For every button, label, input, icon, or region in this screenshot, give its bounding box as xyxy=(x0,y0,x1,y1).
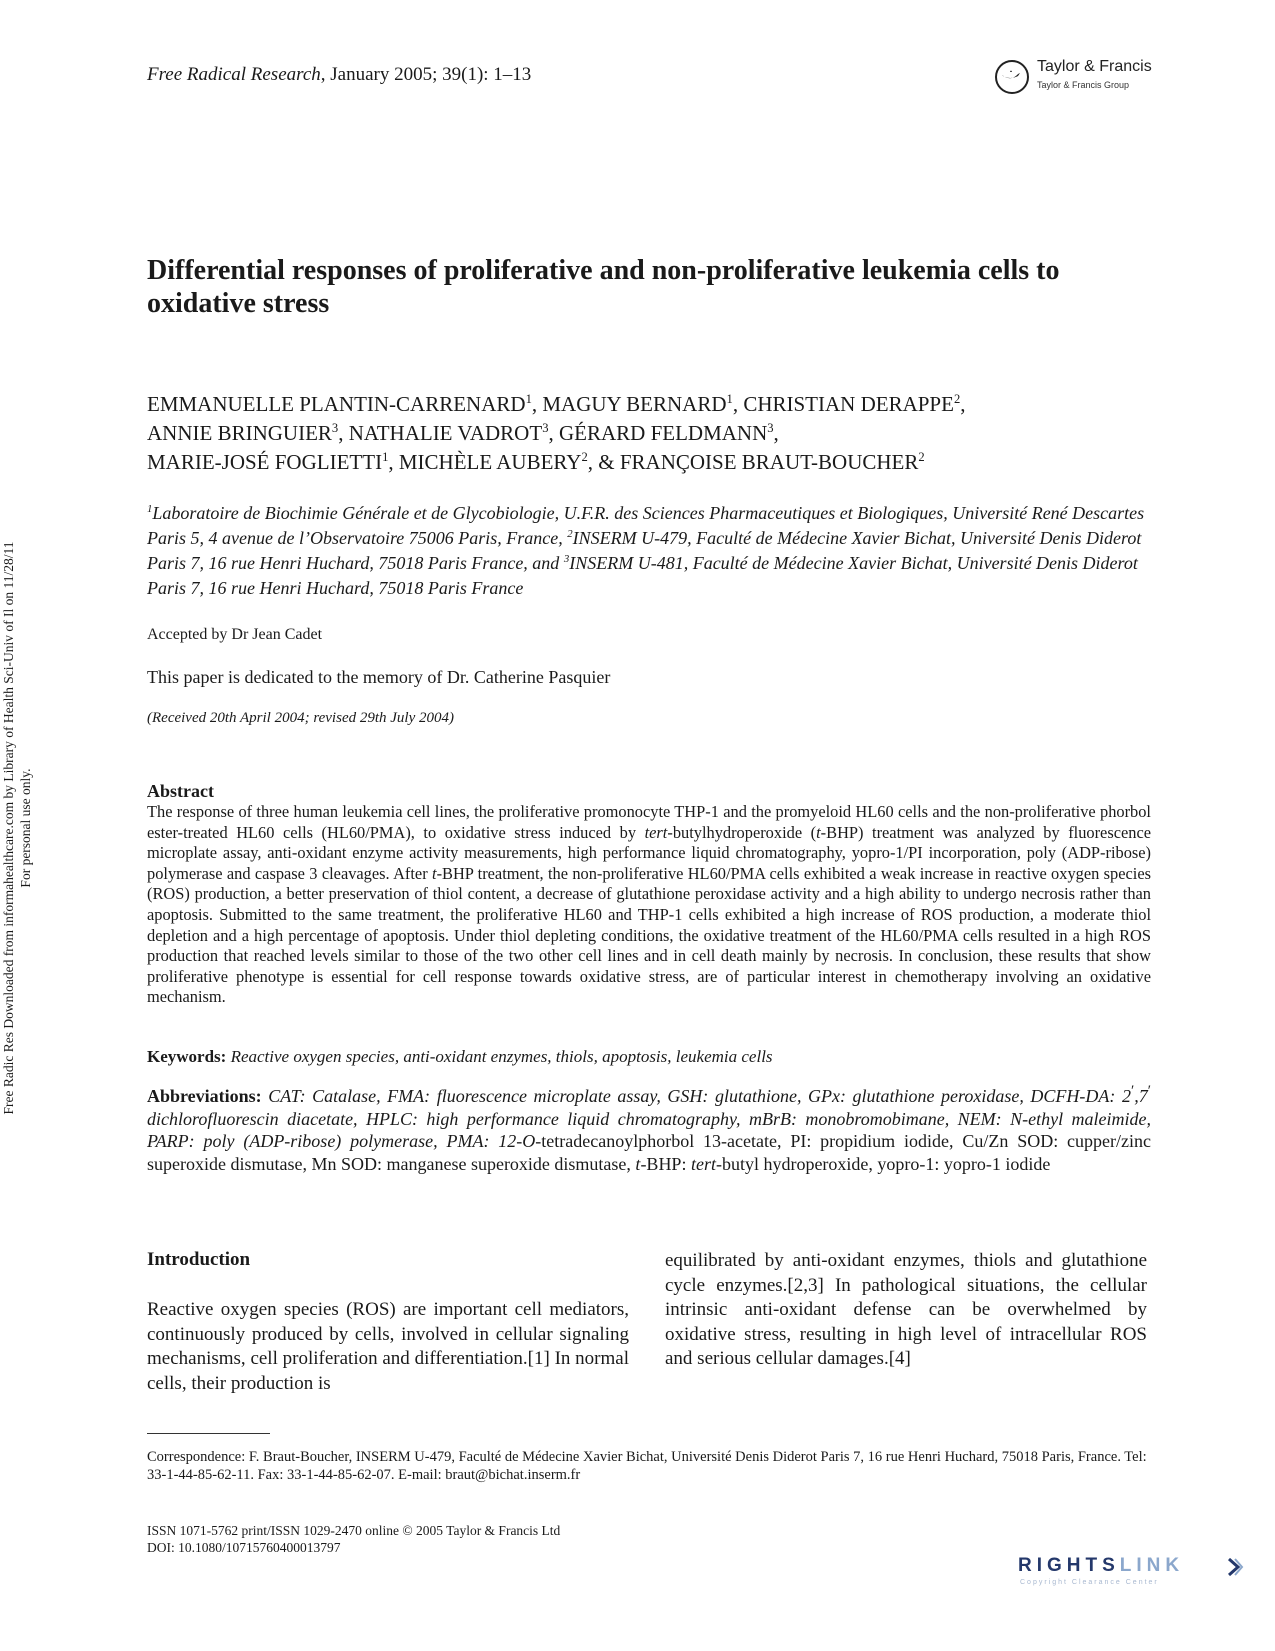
abstract-italic: t xyxy=(816,822,821,842)
received-dates: (Received 20th April 2004; revised 29th July 2004) xyxy=(147,710,454,726)
affil-mark: 2 xyxy=(567,528,573,540)
author: CHRISTIAN DERAPPE xyxy=(743,392,954,416)
introduction-left-column: Reactive oxygen species (ROS) are important cell mediators, continuously produced by cells, involved in cellular signaling mechanisms, cell proliferation and differentiation.[1] In normal cells, their production is xyxy=(147,1299,629,1394)
author-separator: , xyxy=(773,421,779,445)
author-affil-mark: 3 xyxy=(767,421,774,435)
abbreviations-text: -butyl hydroperoxide, yopro-1: yopro-1 iodide xyxy=(715,1153,1051,1174)
abstract-italic: t xyxy=(432,863,437,883)
abstract-body xyxy=(147,802,1151,1008)
download-sidebar xyxy=(0,478,34,1178)
publisher-name: Taylor & Francis xyxy=(1037,58,1152,75)
abbreviations-text: dichlorofluorescin diacetate, HPLC: high performance liquid chromatography, mBrB: monobromobimane, NEM: N-ethyl maleimide, PARP: poly (ADP-ribose) polymerase, PMA: 12-O- xyxy=(147,1108,1151,1152)
author: NATHALIE VADROT xyxy=(348,421,543,445)
author-separator: , xyxy=(548,421,559,445)
correspondence-footnote: Correspondence: F. Braut-Boucher, INSERM U-479, Faculté de Médecine Xavier Bichat, Université Denis Diderot Paris 7, 16 rue Henri Huchard, 75018 Paris, France. Tel: 33-1-44-85-62-11. Fax: 33-1-44-85-62-07. E-mail: braut@bichat.inserm.fr xyxy=(147,1449,1147,1483)
author-separator: , xyxy=(388,450,399,474)
rightslink-link: LINK xyxy=(1119,1555,1185,1576)
accepted-by: Accepted by Dr Jean Cadet xyxy=(147,626,323,643)
affiliation-1: Laboratoire de Biochimie Générale et de Glycobiologie, U.F.R. des Sciences Pharmaceutiques et Biologiques, Université René Descartes Paris 5, 4 avenue de l’Observatoire 75006 Paris, France, xyxy=(147,503,1145,548)
author-separator: , & xyxy=(587,450,620,474)
introduction-heading: Introduction xyxy=(147,1249,251,1270)
author-separator: , xyxy=(531,392,543,416)
prime-mark: ′ xyxy=(1147,1083,1152,1099)
author: EMMANUELLE PLANTIN-CARRENARD xyxy=(147,392,526,416)
author: MAGUY BERNARD xyxy=(542,392,727,416)
author: FRANÇOISE BRAUT-BOUCHER xyxy=(619,450,919,474)
rightslink-tagline: Copyright Clearance Center xyxy=(1020,1579,1159,1586)
abstract-italic: tert xyxy=(644,822,668,842)
abstract-text: -BHP) treatment was analyzed by fluorescence microplate assay, anti-oxidant enzyme activity measurements, high performance liquid chromatography, yopro-1/PI incorporation, poly (ADP-ribose) polymerase and caspase 3 cleavages. After xyxy=(147,822,1152,883)
abbreviations-italic: t xyxy=(635,1153,641,1174)
prime-mark: ′ xyxy=(1130,1083,1135,1099)
personal-use-notice: For personal use only. xyxy=(18,768,33,888)
affil-mark: 3 xyxy=(563,553,570,565)
author-list xyxy=(147,390,1157,477)
rightslink-wordmark xyxy=(1018,1555,1184,1577)
issn-doi xyxy=(147,1522,560,1556)
author: GÉRARD FELDMANN xyxy=(558,421,768,445)
abbreviations-text: ,7 xyxy=(1134,1086,1148,1106)
author-separator: , xyxy=(960,392,966,416)
abstract-heading: Abstract xyxy=(147,781,214,801)
introduction-right-column: equilibrated by anti-oxidant enzymes, thiols and glutathione cycle enzymes.[2,3] In pathological situations, the cellular intrinsic anti-oxidant defense can be overwhelmed by oxidative stress, resulting in high level of intracellular ROS and serious cellular damages.[4] xyxy=(665,1250,1147,1369)
author-affil-mark: 3 xyxy=(331,421,339,435)
author-affil-mark: 2 xyxy=(918,450,925,464)
journal-citation xyxy=(147,64,531,86)
publisher-logo xyxy=(995,56,1165,96)
author: MICHÈLE AUBERY xyxy=(398,450,582,474)
issn-line: ISSN 1071-5762 print/ISSN 1029-2470 online © 2005 Taylor & Francis Ltd xyxy=(147,1523,561,1538)
download-notice: Free Radic Res Downloaded from informahealthcare.com by Library of Health Sci-Univ of Il on 11/28/11 xyxy=(1,541,16,1115)
abbreviations-text: CAT: Catalase, FMA: fluorescence microplate assay, GSH: glutathione, GPx: glutathione peroxidase, DCFH-DA: 2 xyxy=(268,1086,1131,1106)
author-separator: , xyxy=(732,392,744,416)
author-affil-mark: 2 xyxy=(581,450,588,464)
author-separator: , xyxy=(338,421,349,445)
author: ANNIE BRINGUIER xyxy=(147,421,332,445)
rightslink-logo[interactable] xyxy=(1018,1555,1248,1591)
author-affil-mark: 1 xyxy=(382,450,389,464)
dedication: This paper is dedicated to the memory of Dr. Catherine Pasquier xyxy=(147,667,611,687)
abbreviations-italic: tert xyxy=(690,1153,716,1174)
author-affil-mark: 1 xyxy=(726,392,733,406)
abbreviations xyxy=(147,1080,1151,1175)
affil-mark: 1 xyxy=(147,503,153,515)
journal-name: Free Radical Research xyxy=(147,64,321,85)
keywords-text: Reactive oxygen species, anti-oxidant enzymes, thiols, apoptosis, leukemia cells xyxy=(230,1047,773,1066)
affiliation-3: INSERM U-481, Faculté de Médecine Xavier Bichat, Université Denis Diderot Paris 7, 16 rue Henri Huchard, 75018 Paris France xyxy=(147,553,1138,598)
abbreviations-text: -BHP: xyxy=(640,1153,691,1174)
affiliations xyxy=(147,501,1147,601)
author-affil-mark: 2 xyxy=(953,392,961,406)
doi-line: DOI: 10.1080/10715760400013797 xyxy=(147,1540,341,1555)
keywords xyxy=(147,1047,1151,1067)
abstract-text: -BHP treatment, the non-proliferative HL60/PMA cells exhibited a weak increase in reactive oxygen species (ROS) production, a better preservation of thiol content, a decrease of glutathione peroxidase activity and a high ability to undergo necrosis rather than apoptosis. Submitted to the same treatment, the proliferative HL60 and THP-1 cells exhibited a high increase of ROS production, a moderate thiol depletion and a high percentage of apoptosis. Under thiol depleting conditions, the oxidative treatment of the HL60/PMA cells resulted in a high ROS production that reached levels similar to those of the two other cell lines and in cell death mainly by necrosis. In conclusion, these results that show proliferative phenotype is essential for cell response towards oxidative stress, are of particular interest in chemotherapy involving an oxidative mechanism. xyxy=(147,863,1151,1007)
author: MARIE-JOSÉ FOGLIETTI xyxy=(147,450,383,474)
footnote-rule xyxy=(147,1433,270,1434)
rightslink-rights: RIGHTS xyxy=(1018,1555,1120,1576)
keywords-label: Keywords: xyxy=(147,1047,227,1066)
author-affil-mark: 3 xyxy=(542,421,549,435)
oil-lamp-icon xyxy=(1001,70,1021,80)
abbreviations-text: tetradecanoylphorbol 13-acetate, PI: propidium iodide, Cu/Zn SOD: cupper/zinc superoxide dismutase, Mn SOD: manganese superoxide dismutase, xyxy=(147,1131,1151,1174)
abbreviations-label: Abbreviations: xyxy=(147,1086,262,1106)
abstract-text: The response of three human leukemia cell lines, the proliferative promonocyte THP-1 and the promyeloid HL60 cells and the non-proliferative phorbol ester-treated HL60 cells (HL60/PMA), to oxidative stress induced by xyxy=(147,802,1151,842)
abstract-text: -butylhydroperoxide ( xyxy=(667,822,817,842)
publisher-group: Taylor & Francis Group xyxy=(1037,80,1130,90)
affiliation-2: INSERM U-479, Faculté de Médecine Xavier Bichat, Université Denis Diderot Paris 7, 16 rue Henri Huchard, 75018 Paris France, and xyxy=(147,528,1142,573)
article-title: Differential responses of proliferative and non-proliferative leukemia cells to oxidative stress xyxy=(147,255,1060,319)
rightslink-arrow-icon xyxy=(1224,1557,1244,1577)
author-affil-mark: 1 xyxy=(525,392,532,406)
journal-issue: , January 2005; 39(1): 1–13 xyxy=(320,64,532,85)
